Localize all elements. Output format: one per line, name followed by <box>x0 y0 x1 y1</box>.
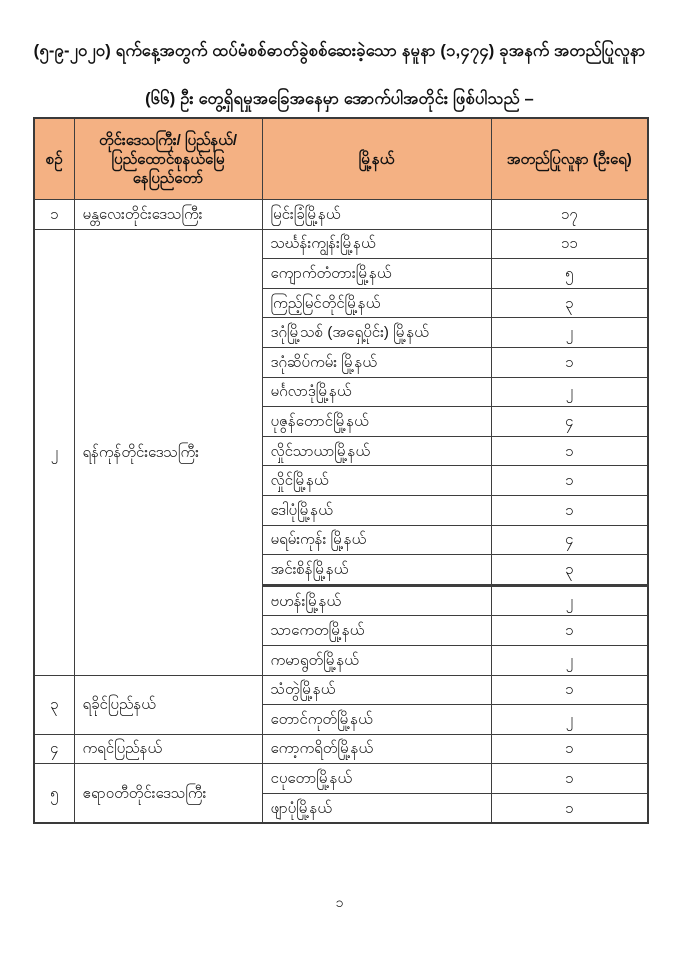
township-cell: ဒေါပုံမြို့နယ် <box>262 495 491 525</box>
table-row <box>34 764 648 794</box>
serial-cell: ၂ <box>34 229 74 675</box>
table-header-row <box>34 118 648 200</box>
region-cell: ရန်ကုန်တိုင်းဒေသကြီး <box>74 229 262 675</box>
serial-cell: ၃ <box>34 675 74 734</box>
township-cell: သံတွဲမြို့နယ် <box>262 675 491 705</box>
document-title-line1: (၅-၉-၂၀၂၀) ရက်နေ့အတွက် ထပ်မံစစ်ဓာတ်ခွဲစစ်ဆေးခဲ့သော နမူနာ (၁,၄၇၄) ခုအနက် အတည်ပြုလူနာ <box>33 42 646 60</box>
confirmed-count-cell: ၄ <box>491 407 648 437</box>
township-cell: ဖျာပုံမြို့နယ် <box>262 793 491 823</box>
township-cell: လှိုင်သာယာမြို့နယ် <box>262 436 491 466</box>
table-row <box>34 229 648 259</box>
township-cell: မရမ်းကုန်း မြို့နယ် <box>262 525 491 555</box>
confirmed-count-cell: ၄ <box>491 525 648 555</box>
table-body <box>34 200 648 824</box>
township-cell: ဗဟန်းမြို့နယ် <box>262 585 491 616</box>
serial-cell: ၁ <box>34 200 74 230</box>
confirmed-count-cell: ၁ <box>491 495 648 525</box>
township-cell: မြင်းခြံမြို့နယ် <box>262 200 491 230</box>
township-cell: ကော့ကရိတ်မြို့နယ် <box>262 734 491 764</box>
page-number: ၁ <box>335 894 344 910</box>
confirmed-count-cell: ၂ <box>491 585 648 616</box>
serial-cell: ၄ <box>34 734 74 764</box>
township-cell: ကြည့်မြင်တိုင်မြို့နယ် <box>262 288 491 318</box>
confirmed-count-cell: ၁၇ <box>491 200 648 230</box>
township-cell: ကမာရွတ်မြို့နယ် <box>262 645 491 675</box>
header-region-column: တိုင်းဒေသကြီး/ ပြည်နယ်/ ပြည်ထောင်စုနယ်မြေ နေပြည်တော် <box>74 118 262 200</box>
township-cell: အင်းစိန်မြို့နယ် <box>262 555 491 586</box>
serial-cell: ၅ <box>34 764 74 824</box>
confirmed-count-cell: ၁ <box>491 466 648 496</box>
township-cell: ဒဂုံဆိပ်ကမ်း မြို့နယ် <box>262 347 491 377</box>
header-confirmed-column: အတည်ပြုလူနာ (ဦးရေ) <box>491 118 648 200</box>
header-township-column: မြို့နယ် <box>262 118 491 200</box>
township-cell: ကျောက်တံတားမြို့နယ် <box>262 259 491 289</box>
confirmed-count-cell: ၂ <box>491 705 648 735</box>
confirmed-count-cell: ၁၁ <box>491 229 648 259</box>
table-row <box>34 734 648 764</box>
confirmed-count-cell: ၁ <box>491 675 648 705</box>
table-row <box>34 675 648 705</box>
township-cell: တောင်ကုတ်မြို့နယ် <box>262 705 491 735</box>
confirmed-count-cell: ၁ <box>491 793 648 823</box>
confirmed-count-cell: ၂ <box>491 318 648 348</box>
document-title-line2: (၆၆) ဦး တွေ့ရှိရမှုအခြေအနေမှာ အောက်ပါအတိုင်း ဖြစ်ပါသည် – <box>145 90 534 108</box>
confirmed-count-cell: ၁ <box>491 734 648 764</box>
township-cell: ပုဇွန်တောင်မြို့နယ် <box>262 407 491 437</box>
township-cell: မင်္ဂလာဒုံမြို့နယ် <box>262 377 491 407</box>
township-cell: သာကေတမြို့နယ် <box>262 616 491 646</box>
table-row <box>34 200 648 230</box>
township-cell: သင်္ဃန်းကျွန်းမြို့နယ် <box>262 229 491 259</box>
township-cell: ငပုတောမြို့နယ် <box>262 764 491 794</box>
confirmed-cases-table <box>33 117 649 824</box>
township-cell: ဒဂုံမြို့သစ် (အရှေ့ပိုင်း) မြို့နယ် <box>262 318 491 348</box>
confirmed-count-cell: ၁ <box>491 616 648 646</box>
township-cell: လှိုင်မြို့နယ် <box>262 466 491 496</box>
header-serial-column: စဉ် <box>34 118 74 200</box>
confirmed-count-cell: ၂ <box>491 377 648 407</box>
confirmed-count-cell: ၃ <box>491 288 648 318</box>
confirmed-count-cell: ၅ <box>491 259 648 289</box>
confirmed-count-cell: ၁ <box>491 436 648 466</box>
region-cell: မန္တလေးတိုင်းဒေသကြီး <box>74 200 262 230</box>
region-cell: ဧရာဝတီတိုင်းဒေသကြီး <box>74 764 262 824</box>
region-cell: ကရင်ပြည်နယ် <box>74 734 262 764</box>
region-cell: ရခိုင်ပြည်နယ် <box>74 675 262 734</box>
confirmed-count-cell: ၂ <box>491 645 648 675</box>
confirmed-count-cell: ၁ <box>491 347 648 377</box>
confirmed-count-cell: ၁ <box>491 764 648 794</box>
confirmed-count-cell: ၃ <box>491 555 648 586</box>
